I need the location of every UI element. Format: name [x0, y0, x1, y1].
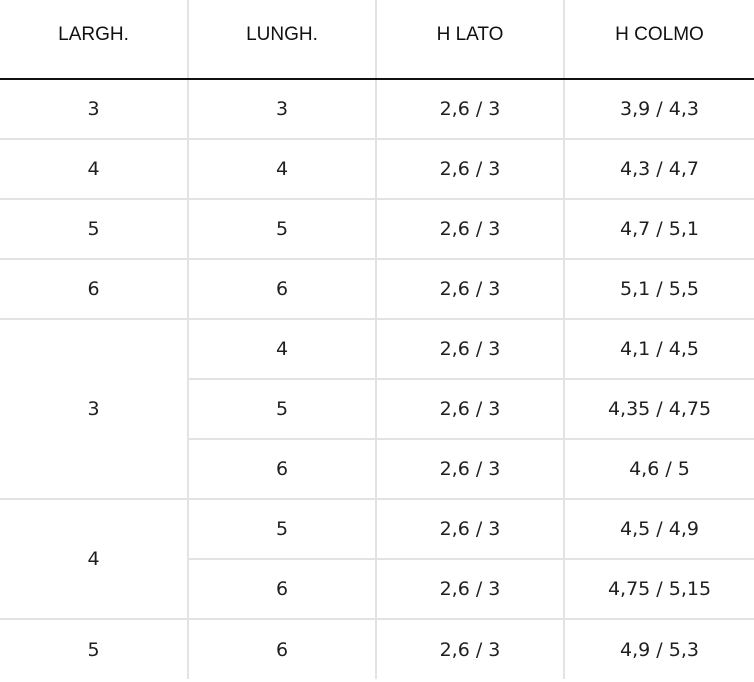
cell-largh: 4 [0, 499, 188, 619]
table-row [0, 499, 754, 559]
header-h-lato: H LATO [376, 0, 564, 79]
cell-lungh: 4 [188, 139, 376, 199]
table-row [0, 139, 754, 199]
cell-h-lato: 2,6 / 3 [376, 439, 564, 499]
cell-largh: 5 [87, 638, 100, 661]
cell-h-colmo: 4,35 / 4,75 [564, 379, 754, 439]
cell-lungh: 5 [188, 379, 376, 439]
cell-h-colmo: 5,1 / 5,5 [564, 259, 754, 319]
cell-h-colmo: 4,75 / 5,15 [564, 559, 754, 619]
cell-h-lato: 2,6 / 3 [376, 199, 564, 259]
cell-largh: 3 [0, 319, 188, 499]
cell-h-lato: 2,6 / 3 [376, 79, 564, 139]
cell-largh: 6 [0, 259, 188, 319]
table-row [0, 79, 754, 139]
cell-lungh: 6 [188, 439, 376, 499]
cell-h-lato: 2,6 / 3 [376, 319, 564, 379]
table-row [0, 619, 754, 679]
cell-h-lato: 2,6 / 3 [376, 379, 564, 439]
cell-h-colmo: 4,3 / 4,7 [564, 139, 754, 199]
cell-lungh: 6 [188, 259, 376, 319]
cell-h-colmo: 4,1 / 4,5 [564, 319, 754, 379]
header-lungh: LUNGH. [188, 0, 376, 79]
cell-h-colmo: 4,5 / 4,9 [564, 499, 754, 559]
cell-h-lato: 2,6 / 3 [376, 139, 564, 199]
cell-lungh: 5 [188, 499, 376, 559]
cell-h-lato: 2,6 / 3 [376, 619, 564, 679]
cell-h-colmo: 3,9 / 4,3 [564, 79, 754, 139]
cell-lungh: 6 [188, 559, 376, 619]
cell-h-colmo: 4,7 / 5,1 [564, 199, 754, 259]
table-row [0, 319, 754, 379]
cell-largh: 5 [0, 199, 188, 259]
cell-h-lato: 2,6 / 3 [376, 259, 564, 319]
header-largh: LARGH. [0, 0, 188, 79]
header-row [0, 0, 754, 79]
cell-h-lato: 2,6 / 3 [376, 559, 564, 619]
cell-largh: 4 [0, 139, 188, 199]
header-h-colmo: H COLMO [564, 0, 754, 79]
cell-h-colmo: 4,6 / 5 [564, 439, 754, 499]
cell-h-lato: 2,6 / 3 [376, 499, 564, 559]
cell-lungh: 6 [188, 619, 376, 679]
cell-largh: 3 [0, 79, 188, 139]
cell-lungh: 5 [188, 199, 376, 259]
cell-lungh: 3 [188, 79, 376, 139]
table-row [0, 199, 754, 259]
cell-lungh: 4 [188, 319, 376, 379]
cell-h-colmo: 4,9 / 5,3 [564, 619, 754, 679]
table-row [0, 259, 754, 319]
